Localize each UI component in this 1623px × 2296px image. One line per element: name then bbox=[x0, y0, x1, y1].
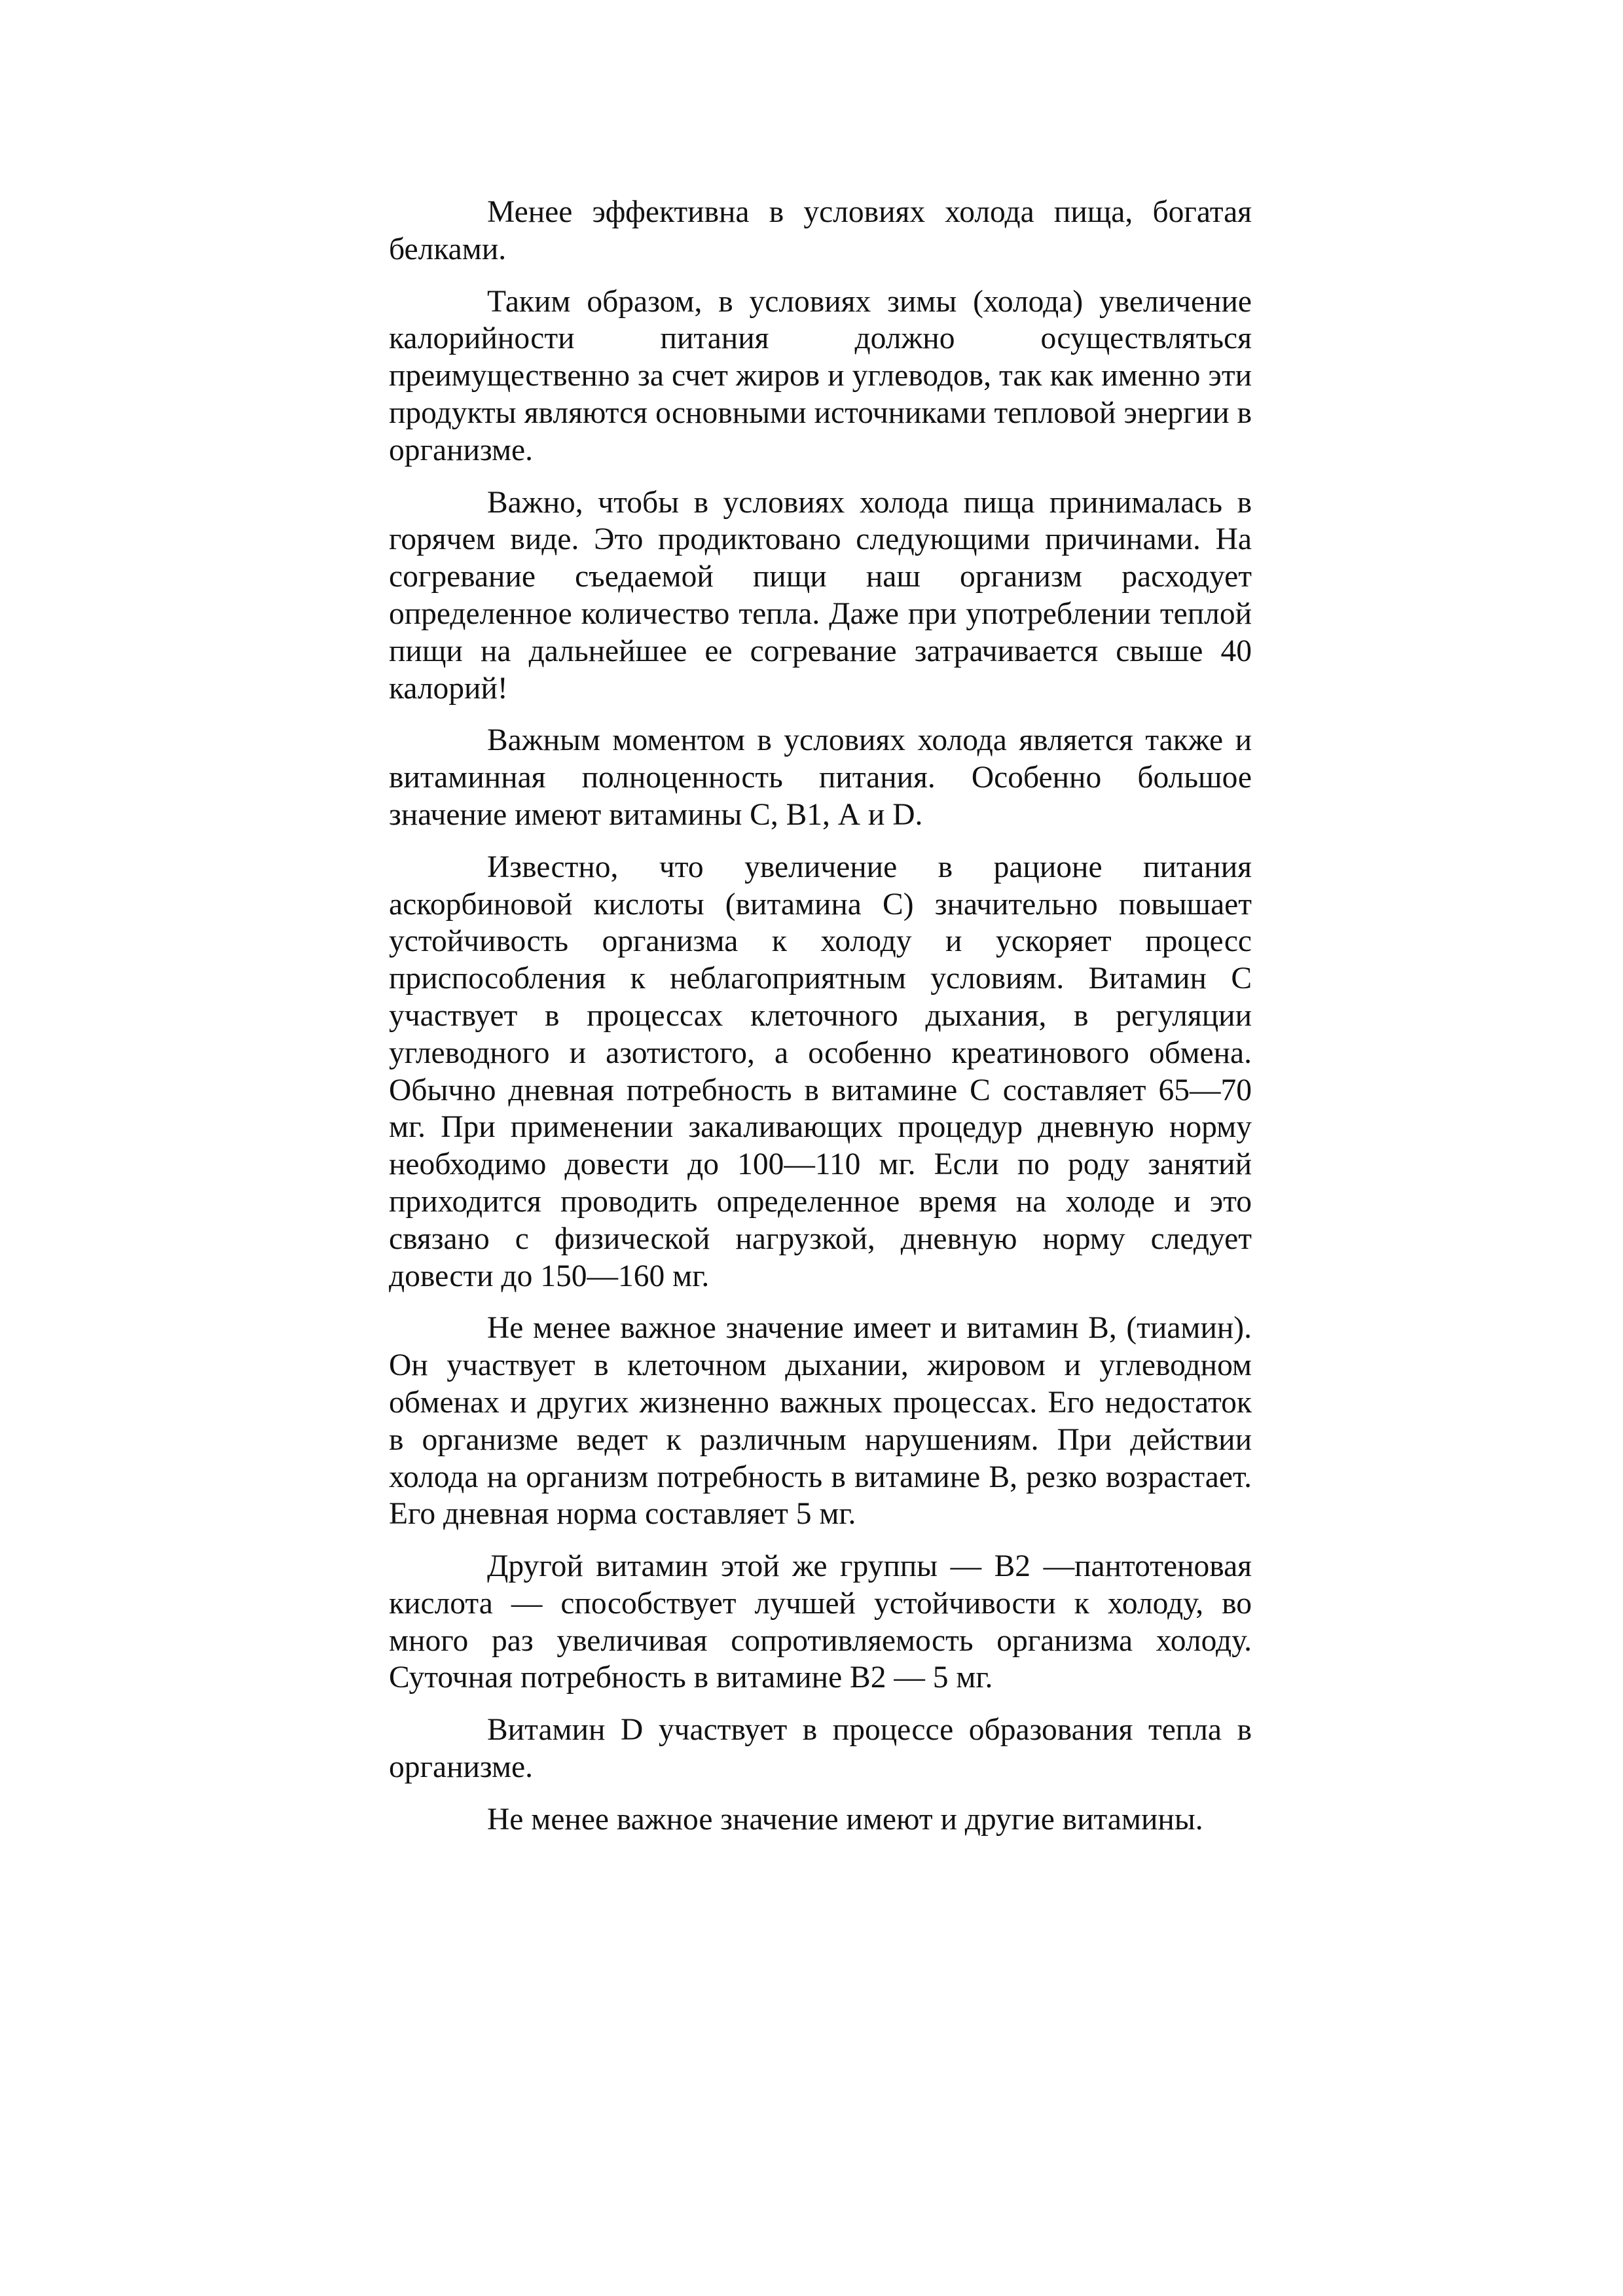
paragraph-vitamin-b1: Не менее важное значение имеет и витамин В, (тиамин). Он участвует в клеточном дыхании, жировом и углеводном обменах и других жизненно важных процессах. Его недостаток в организме ведет к различным нарушениям. При действии холода на организм потребность в витамине В, резко возрастает. Его дневная норма составляет 5 мг. bbox=[389, 1311, 1252, 1532]
paragraph-vitamins-intro: Важным моментом в условиях холода является также и витаминная полноценность питания. Особенно большое значение имеют витамины С, В1, А и D. bbox=[389, 723, 1252, 832]
paragraph-proteins: Менее эффективна в условиях холода пища, богатая белками. bbox=[389, 195, 1252, 266]
paragraph-vitamin-b2: Другой витамин этой же группы — В2 —пантотеновая кислота — способствует лучшей устойчивости к холоду, во много раз увеличивая сопротивляемость организма холоду. Суточная потребность в витамине В2 — 5 мг. bbox=[389, 1549, 1252, 1695]
paragraph-vitamin-d: Витамин D участвует в процессе образования тепла в организме. bbox=[389, 1713, 1252, 1785]
paragraph-fats-carbs: Таким образом, в условиях зимы (холода) увеличение калорийности питания должно осуществляться преимущественно за счет жиров и углеводов, так как именно эти продукты являются основными источниками тепловой энергии в организме. bbox=[389, 284, 1252, 467]
paragraph-other-vitamins: Не менее важное значение имеют и другие витамины. bbox=[487, 1802, 1203, 1837]
page-body bbox=[389, 194, 1252, 1854]
paragraph-hot-food: Важно, чтобы в условиях холода пища принималась в горячем виде. Это продиктовано следующими причинами. На согревание съедаемой пищи наш организм расходует определенное количество тепла. Даже при употреблении теплой пищи на дальнейшее ее согревание затрачивается свыше 40 калорий! bbox=[389, 485, 1252, 706]
paragraph-vitamin-c: Известно, что увеличение в рационе питания аскорбиновой кислоты (витамина С) значительно повышает устойчивость организма к холоду и ускоряет процесс приспособления к неблагоприятным условиям. Витамин С участвует в процессах клеточного дыхания, в регуляции углеводного и азотистого, а особенно креатинового обмена. Обычно дневная потребность в витамине С составляет 65—70 мг. При применении закаливающих процедур дневную норму необходимо довести до 100—110 мг. Если по роду занятий приходится проводить определенное время на холоде и это связано с физической нагрузкой, дневную норму следует довести до 150—160 мг. bbox=[389, 850, 1252, 1293]
